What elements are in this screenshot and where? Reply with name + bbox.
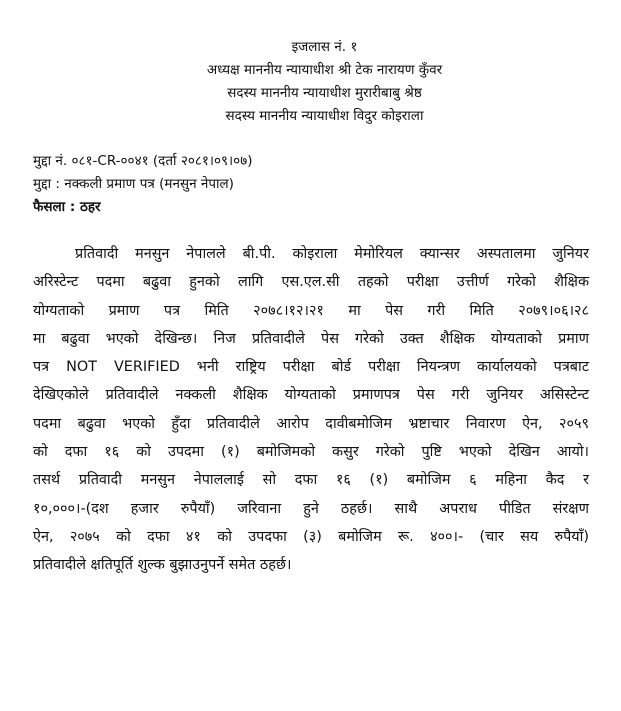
- paragraph-line: मा बढुवा भएको देखिन्छ। निज प्रतिवादीले पेस गरेको उक्त शैक्षिक योग्यताको प्रमाण: [33, 330, 589, 347]
- bench-number: इजलास नं. १: [291, 39, 358, 55]
- paragraph-line: देखिएकोले प्रतिवादीले नक्कली शैक्षिक योग्यताको प्रमाणपत्र पेस गरी जुनियर असिस्टेन्ट: [33, 387, 589, 404]
- bench-member-2: सदस्य माननीय न्यायाधीश विदुर कोइराला: [225, 108, 424, 124]
- case-info: [33, 150, 252, 219]
- paragraph-line: तसर्थ प्रतिवादी मनसुन नेपाललाई सो दफा १६ (१) बमोजिम ६ महिना कैद र: [33, 472, 589, 489]
- paragraph-line: पदमा बढुवा भएको हुँदा प्रतिवादीले आरोप दावीबमोजिम भ्रष्टाचार निवारण ऐन, २०५९: [33, 415, 589, 432]
- paragraph-line: ऐन, २०७५ को दफा ४१ को उपदफा (३) बमोजिम रू. ४००।- (चार सय रुपैयाँ): [33, 528, 589, 545]
- paragraph-line: १०,०००।-(दश हजार रुपैयाँ) जरिवाना हुने ठहर्छ। साथै अपराध पीडित संरक्षण: [33, 500, 589, 517]
- case-verdict: फैसला : ठहर: [33, 199, 101, 215]
- paragraph-line: प्रतिवादीले क्षतिपूर्ति शुल्क बुझाउनुपर्ने समेत ठहर्छ।: [33, 557, 292, 574]
- case-number: मुद्दा नं. ०८१-CR-००४१ (दर्ता २०८१।०९।०७): [33, 153, 253, 169]
- judgment-paragraph: [33, 240, 589, 580]
- paragraph-line: योग्यताको प्रमाण पत्र मिति २०७८।१२।२१ मा पेस गरी मिति २०७९।०६।२८: [33, 302, 589, 319]
- case-subject: मुद्दा : नक्कली प्रमाण पत्र (मनसुन नेपाल): [33, 176, 234, 192]
- paragraph-line: प्रतिवादी मनसुन नेपालले बी.पी. कोइराला मेमोरियल क्यान्सर अस्पतालमा जुनियर: [75, 246, 589, 262]
- paragraph-line: पत्र NOT VERIFIED भनी राष्ट्रिय परीक्षा बोर्ड परीक्षा नियन्त्रण कार्यालयको पत्रबाट: [33, 359, 589, 376]
- paragraph-line: अरिस्टेन्ट पदमा बढुवा हुनको लागि एस.एल.सी तहको परीक्षा उत्तीर्ण गरेको शैक्षिक: [33, 274, 589, 291]
- bench-member-1: सदस्य माननीय न्यायाधीश मुरारीबाबु श्रेष्ठ: [227, 85, 422, 101]
- paragraph-line: को दफा १६ को उपदमा (१) बमोजिमको कसुर गरेको पुष्टि भएको देखिन आयो।: [33, 444, 589, 461]
- bench-header: [0, 36, 621, 128]
- bench-chair: अध्यक्ष माननीय न्यायाधीश श्री टेक नारायण कुँवर: [206, 62, 443, 78]
